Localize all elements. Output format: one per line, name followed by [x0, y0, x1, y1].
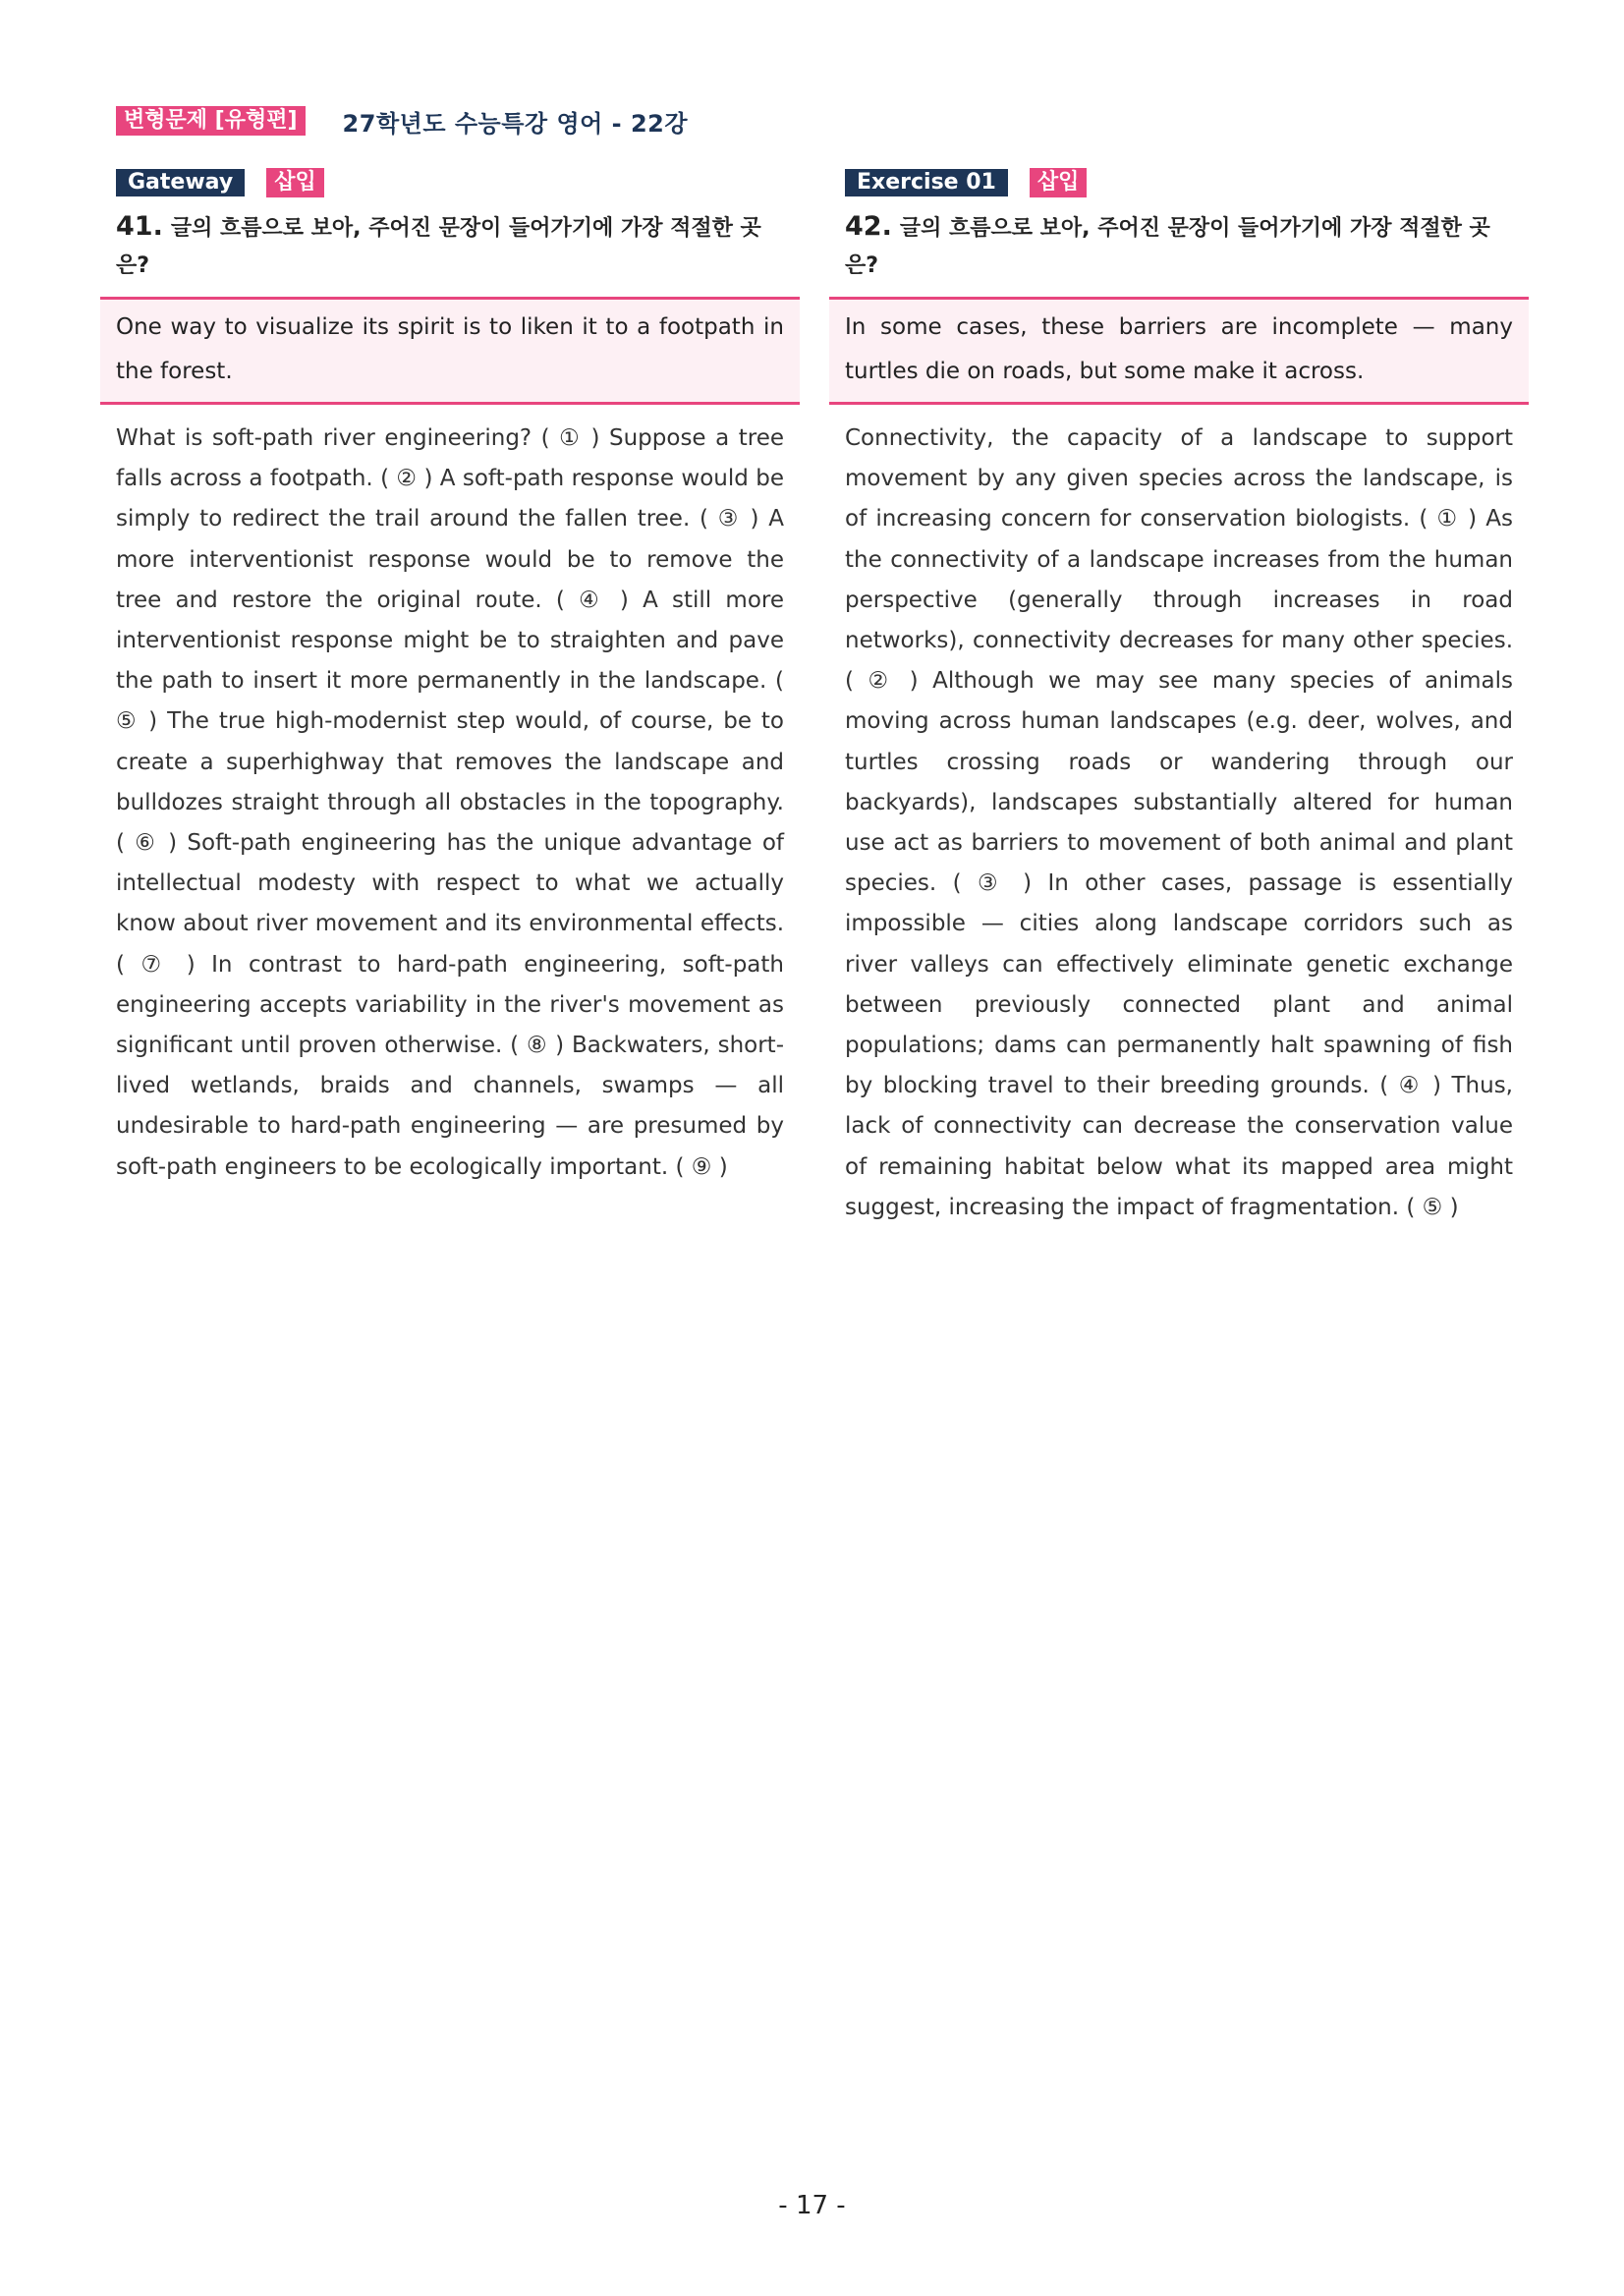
- page-header: [116, 104, 688, 138]
- given-sentence-box: One way to visualize its spirit is to liken it to a footpath in the forest.: [100, 297, 800, 405]
- given-sentence-box: In some cases, these barriers are incomplete — many turtles die on roads, but some make it across.: [829, 297, 1529, 405]
- question-42-tags: [845, 169, 1529, 196]
- question-42-prompt: [845, 208, 1513, 285]
- question-41-tags: [116, 169, 800, 196]
- question-number: 42.: [845, 211, 892, 242]
- passage-text: What is soft-path river engineering? ( ① ) Suppose a tree falls across a footpath. ( ② ) A soft-path response would be simply to redirect the trail around the fallen tree. ( ③ ) A more interventionist response would be to remove the tree and restore the original route. ( ④ ) A still more interventionist response might be to straighten and pave the path to insert it more permanently in the landscape. ( ⑤ ) The true high-modernist step would, of course, be to create a superhighway that removes the landscape and bulldozes straight through all obstacles in the topography. ( ⑥ ) Soft-path engineering has the unique advantage of intellectual modesty with respect to what we actually know about river movement and its environmental effects. ( ⑦ ) In contrast to hard-path engineering, soft-path engineering accepts variability in the river's movement as significant until proven otherwise. ( ⑧ ) Backwaters, short-lived wetlands, braids and channels, swamps — all undesirable to hard-path engineering — are presumed by soft-path engineers to be ecologically important. ( ⑨ ): [116, 425, 784, 1180]
- page-title: 27학년도 수능특강 영어 - 22강: [342, 109, 689, 138]
- question-number: 41.: [116, 211, 163, 242]
- passage-text: Connectivity, the capacity of a landscape to support movement by any given species across the landscape, is of increasing concern for conservation biologists. ( ① ) As the connectivity of a landscape increases from the human perspective (generally through increases in road networks), connectivity decreases for many other species. ( ② ) Although we may see many species of animals moving across human landscapes (e.g. deer, wolves, and turtles crossing roads or wandering through our backyards), landscapes substantially altered for human use act as barriers to movement of both animal and plant species. ( ③ ) In other cases, passage is essentially impossible — cities along landscape corridors such as river valleys can effectively eliminate genetic exchange between previously connected plant and animal populations; dams can permanently halt spawning of fish by blocking travel to their breeding grounds. ( ④ ) Thus, lack of connectivity can decrease the conservation value of remaining habitat below what its mapped area might suggest, increasing the impact of fragmentation. ( ⑤ ): [845, 425, 1513, 1220]
- question-41-prompt: [116, 208, 784, 285]
- type-label-insert: 삽입: [266, 168, 324, 197]
- section-label-gateway: Gateway: [116, 169, 245, 196]
- section-label-exercise: Exercise 01: [845, 169, 1008, 196]
- question-text: 글의 흐름으로 보아, 주어진 문장이 들어가기에 가장 적절한 곳은?: [845, 216, 1490, 278]
- worksheet-type-tag: 변형문제 [유형편]: [116, 106, 306, 136]
- question-41-column: [100, 169, 800, 1188]
- type-label-insert: 삽입: [1030, 168, 1088, 197]
- question-42-column: [829, 169, 1529, 1228]
- question-text: 글의 흐름으로 보아, 주어진 문장이 들어가기에 가장 적절한 곳은?: [116, 216, 761, 278]
- page-number: - 17 -: [778, 2191, 846, 2220]
